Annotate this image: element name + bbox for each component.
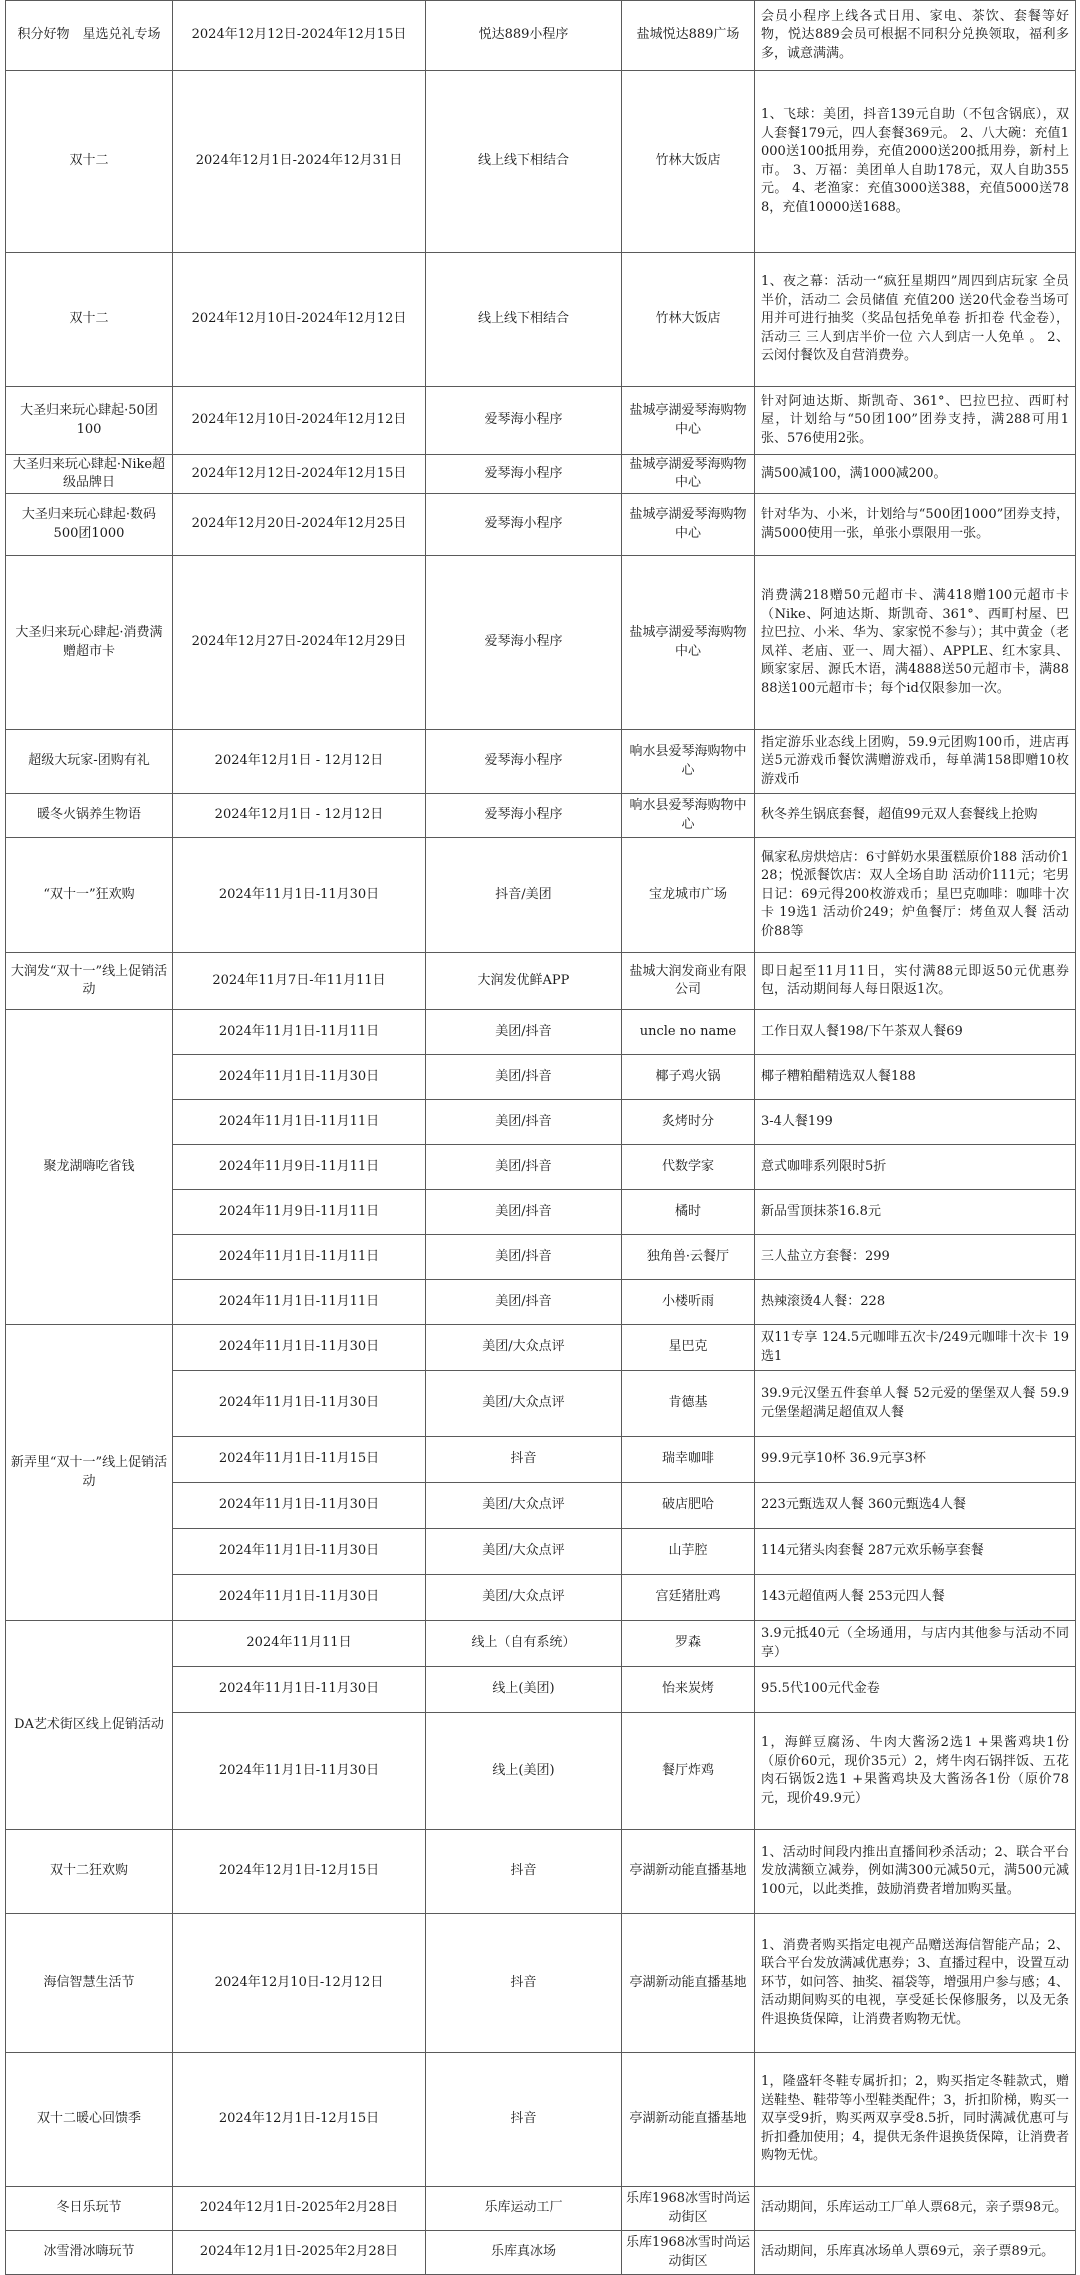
event-date: 2024年11月1日-11月30日 [173, 1667, 426, 1713]
event-channel: 美团/抖音 [426, 1055, 622, 1100]
event-channel: 美团/抖音 [426, 1280, 622, 1325]
event-name: DA艺术街区线上促销活动 [6, 1621, 173, 1830]
event-channel: 美团/抖音 [426, 1190, 622, 1235]
table-row [6, 1621, 1076, 1667]
table-row [6, 556, 1076, 730]
event-content: 1，隆盛轩冬鞋专属折扣；2，购买指定冬鞋款式，赠送鞋垫、鞋带等小型鞋类配件；3，折扣阶梯，购买一双享受9折，购买两双享受8.5折，同时满减优惠可与折扣叠加使用；4，提供无条件退换货保障，让消费者购物无忧。 [755, 2053, 1076, 2187]
event-content: 114元猪头肉套餐 287元欢乐畅享套餐 [755, 1529, 1076, 1575]
event-date: 2024年11月7日-年11月11日 [173, 953, 426, 1010]
event-date: 2024年11月1日-11月30日 [173, 1371, 426, 1437]
event-date: 2024年12月1日-12月15日 [173, 1830, 426, 1914]
event-date: 2024年11月1日-11月30日 [173, 1483, 426, 1529]
event-content: 143元超值两人餐 253元四人餐 [755, 1575, 1076, 1621]
event-place: 椰子鸡火锅 [622, 1055, 755, 1100]
event-content: 指定游乐业态线上团购，59.9元团购100币，进店再送5元游戏币餐饮满赠游戏币，每单满158即赠10枚游戏币 [755, 730, 1076, 794]
event-place: 盐城亭湖爱琴海购物中心 [622, 455, 755, 494]
event-channel: 抖音 [426, 1914, 622, 2053]
table-row [6, 2053, 1076, 2187]
event-place: 响水县爱琴海购物中心 [622, 730, 755, 794]
event-content: 1、夜之幕：活动一“疯狂星期四”周四到店玩家 全员半价，活动二 会员储值 充值200 送20代金卷当场可用并可进行抽奖（奖品包括免单卷 折扣卷 代金卷），活动三 三人到店半价一位 六人到店一人免单 。 2、云闵付餐饮及自营消费券。 [755, 253, 1076, 387]
event-channel: 抖音 [426, 1830, 622, 1914]
table-row [6, 794, 1076, 838]
event-name: 双十二狂欢购 [6, 1830, 173, 1914]
event-name: 双十二 [6, 253, 173, 387]
event-content: 满500减100，满1000减200。 [755, 455, 1076, 494]
event-date: 2024年11月1日-11月11日 [173, 1100, 426, 1145]
event-content: 消费满218赠50元超市卡、满418赠100元超市卡（Nike、阿迪达斯、斯凯奇、361°、西町村屋、巴拉巴拉、小米、华为、家家悦不参与）；其中黄金（老凤祥、老庙、亚一、周大福）、APPLE、红木家具、顾家家居、源氏木语，满4888送50元超市卡，满8888送100元超市卡；每个id仅限参加一次。 [755, 556, 1076, 730]
event-place: 亭湖新动能直播基地 [622, 2053, 755, 2187]
event-date: 2024年12月1日 - 12月12日 [173, 794, 426, 838]
event-date: 2024年11月11日 [173, 1621, 426, 1667]
event-place: 瑞幸咖啡 [622, 1437, 755, 1483]
event-channel: 美团/大众点评 [426, 1325, 622, 1371]
event-date: 2024年11月1日-11月11日 [173, 1235, 426, 1280]
event-date: 2024年12月27日-2024年12月29日 [173, 556, 426, 730]
event-channel: 抖音 [426, 1437, 622, 1483]
event-place: 炙烤时分 [622, 1100, 755, 1145]
event-name: 超级大玩家-团购有礼 [6, 730, 173, 794]
event-channel: 爱琴海小程序 [426, 730, 622, 794]
event-place: 罗森 [622, 1621, 755, 1667]
event-place: uncle no name [622, 1010, 755, 1055]
event-content: 针对阿迪达斯、斯凯奇、361°、巴拉巴拉、西町村屋，计划给与“50团100”团券支持，满288可用1张、576使用2张。 [755, 387, 1076, 455]
event-place: 盐城大润发商业有限公司 [622, 953, 755, 1010]
event-date: 2024年11月1日-11月30日 [173, 1529, 426, 1575]
event-date: 2024年11月9日-11月11日 [173, 1190, 426, 1235]
event-date: 2024年12月20日-2024年12月25日 [173, 494, 426, 556]
event-place: 盐城亭湖爱琴海购物中心 [622, 387, 755, 455]
event-content: 即日起至11月11日，实付满88元即返50元优惠券包，活动期间每人每日限返1次。 [755, 953, 1076, 1010]
table-row [6, 2231, 1076, 2275]
event-name: 大圣归来玩心肆起·50团100 [6, 387, 173, 455]
event-date: 2024年11月1日-11月30日 [173, 838, 426, 953]
event-name: 积分好物 星选兑礼专场 [6, 1, 173, 71]
event-date: 2024年11月1日-11月30日 [173, 1325, 426, 1371]
event-content: 95.5代100元代金卷 [755, 1667, 1076, 1713]
event-name: 大圣归来玩心肆起·消费满赠超市卡 [6, 556, 173, 730]
table-row [6, 2187, 1076, 2231]
table-row [6, 1914, 1076, 2053]
event-channel: 悦达889小程序 [426, 1, 622, 71]
event-content: 针对华为、小米，计划给与“500团1000”团券支持，满5000使用一张，单张小票限用一张。 [755, 494, 1076, 556]
event-place: 亭湖新动能直播基地 [622, 1830, 755, 1914]
event-content: 三人盐立方套餐：299 [755, 1235, 1076, 1280]
event-channel: 抖音/美团 [426, 838, 622, 953]
event-content: 佩家私房烘焙店：6寸鲜奶水果蛋糕原价188 活动价128；悦派餐饮店：双人全场自助 活动价111元；宅男日记：69元得200枚游戏币；星巴克咖啡：咖啡十次卡 19选1 活动价249；炉鱼餐厅：烤鱼双人餐 活动价88等 [755, 838, 1076, 953]
event-content: 39.9元汉堡五件套单人餐 52元爱的堡堡双人餐 59.9元堡堡超满足超值双人餐 [755, 1371, 1076, 1437]
event-channel: 线上线下相结合 [426, 71, 622, 253]
event-date: 2024年12月10日-2024年12月12日 [173, 253, 426, 387]
table-row [6, 387, 1076, 455]
table-row [6, 71, 1076, 253]
event-date: 2024年11月1日-11月11日 [173, 1010, 426, 1055]
event-channel: 线上（自有系统） [426, 1621, 622, 1667]
event-place: 小楼听雨 [622, 1280, 755, 1325]
event-place: 竹林大饭店 [622, 71, 755, 253]
event-place: 怡来炭烤 [622, 1667, 755, 1713]
event-content: 活动期间，乐库真冰场单人票69元，亲子票89元。 [755, 2231, 1076, 2275]
event-date: 2024年12月1日-12月15日 [173, 2053, 426, 2187]
event-date: 2024年11月9日-11月11日 [173, 1145, 426, 1190]
event-content: 1、飞球：美团，抖音139元自助（不包含锅底），双人套餐179元，四人套餐369元。 2、八大碗：充值1000送100抵用券，充值2000送200抵用券，新村上市。 3、万福：美团单人自助178元，双人自助355元。 4、老渔家：充值3000送388，充值5000送788，充值10000送1688。 [755, 71, 1076, 253]
table-row [6, 455, 1076, 494]
event-channel: 美团/大众点评 [426, 1529, 622, 1575]
event-date: 2024年12月10日-2024年12月12日 [173, 387, 426, 455]
event-date: 2024年11月1日-11月30日 [173, 1713, 426, 1830]
event-content: 意式咖啡系列限时5折 [755, 1145, 1076, 1190]
event-place: 橘时 [622, 1190, 755, 1235]
event-content: 新品雪顶抹茶16.8元 [755, 1190, 1076, 1235]
event-content: 223元甄选双人餐 360元甄选4人餐 [755, 1483, 1076, 1529]
event-name: 双十二 [6, 71, 173, 253]
event-channel: 美团/抖音 [426, 1235, 622, 1280]
table-row [6, 1830, 1076, 1914]
table-row [6, 730, 1076, 794]
event-channel: 线上线下相结合 [426, 253, 622, 387]
event-date: 2024年12月12日-2024年12月15日 [173, 1, 426, 71]
event-place: 星巴克 [622, 1325, 755, 1371]
event-channel: 乐库运动工厂 [426, 2187, 622, 2231]
event-channel: 乐库真冰场 [426, 2231, 622, 2275]
event-date: 2024年12月12日-2024年12月15日 [173, 455, 426, 494]
event-date: 2024年11月1日-11月11日 [173, 1280, 426, 1325]
event-place: 乐库1968冰雪时尚运动街区 [622, 2231, 755, 2275]
event-place: 亭湖新动能直播基地 [622, 1914, 755, 2053]
event-place: 乐库1968冰雪时尚运动街区 [622, 2187, 755, 2231]
event-channel: 爱琴海小程序 [426, 455, 622, 494]
event-content: 秋冬养生锅底套餐，超值99元双人套餐线上抢购 [755, 794, 1076, 838]
event-place: 餐厅炸鸡 [622, 1713, 755, 1830]
event-place: 响水县爱琴海购物中心 [622, 794, 755, 838]
event-channel: 大润发优鲜APP [426, 953, 622, 1010]
event-channel: 美团/抖音 [426, 1100, 622, 1145]
event-channel: 抖音 [426, 2053, 622, 2187]
event-channel: 美团/大众点评 [426, 1575, 622, 1621]
event-name: 海信智慧生活节 [6, 1914, 173, 2053]
event-place: 宫廷猪肚鸡 [622, 1575, 755, 1621]
event-content: 热辣滚烫4人餐：228 [755, 1280, 1076, 1325]
event-name: “双十一”狂欢购 [6, 838, 173, 953]
event-place: 盐城悦达889广场 [622, 1, 755, 71]
event-place: 肯德基 [622, 1371, 755, 1437]
event-channel: 美团/抖音 [426, 1145, 622, 1190]
event-place: 独角兽·云餐厅 [622, 1235, 755, 1280]
event-content: 双11专享 124.5元咖啡五次卡/249元咖啡十次卡 19选1 [755, 1325, 1076, 1371]
event-channel: 美团/大众点评 [426, 1483, 622, 1529]
event-content: 1，海鲜豆腐汤、牛肉大酱汤2选1 +果酱鸡块1份（原价60元，现价35元）2，烤牛肉石锅拌饭、五花肉石锅饭2选1 +果酱鸡块及大酱汤各1份（原价78元，现价49.9元） [755, 1713, 1076, 1830]
event-channel: 美团/大众点评 [426, 1371, 622, 1437]
event-content: 1、活动时间段内推出直播间秒杀活动；2、联合平台发放满额立减券，例如满300元减50元，满500元减100元，以此类推，鼓励消费者增加购买量。 [755, 1830, 1076, 1914]
event-place: 盐城亭湖爱琴海购物中心 [622, 556, 755, 730]
event-name: 暖冬火锅养生物语 [6, 794, 173, 838]
event-place: 盐城亭湖爱琴海购物中心 [622, 494, 755, 556]
event-date: 2024年12月1日 - 12月12日 [173, 730, 426, 794]
event-content: 3.9元抵40元（全场通用，与店内其他参与活动不同享） [755, 1621, 1076, 1667]
event-name: 聚龙湖嗨吃省钱 [6, 1010, 173, 1325]
table-row [6, 1, 1076, 71]
event-channel: 线上(美团) [426, 1713, 622, 1830]
table-row [6, 953, 1076, 1010]
table-row [6, 1010, 1076, 1055]
table-row [6, 1325, 1076, 1371]
event-date: 2024年11月1日-11月30日 [173, 1575, 426, 1621]
event-name: 大润发“双十一”线上促销活动 [6, 953, 173, 1010]
event-place: 山芋腔 [622, 1529, 755, 1575]
table-row [6, 838, 1076, 953]
event-content: 99.9元享10杯 36.9元享3杯 [755, 1437, 1076, 1483]
event-date: 2024年12月10日-12月12日 [173, 1914, 426, 2053]
event-place: 破店肥哈 [622, 1483, 755, 1529]
event-channel: 爱琴海小程序 [426, 556, 622, 730]
event-content: 工作日双人餐198/下午茶双人餐69 [755, 1010, 1076, 1055]
event-channel: 线上(美团) [426, 1667, 622, 1713]
promotion-table [5, 0, 1076, 2275]
event-date: 2024年11月1日-11月15日 [173, 1437, 426, 1483]
event-content: 1、消费者购买指定电视产品赠送海信智能产品；2、联合平台发放满减优惠券；3、直播过程中，设置互动环节，如问答、抽奖、福袋等，增强用户参与感；4、活动期间购买的电视，享受延长保修服务，以及无条件退换货保障，让消费者购物无忧。 [755, 1914, 1076, 2053]
event-channel: 爱琴海小程序 [426, 794, 622, 838]
event-channel: 爱琴海小程序 [426, 387, 622, 455]
event-place: 竹林大饭店 [622, 253, 755, 387]
event-date: 2024年12月1日-2025年2月28日 [173, 2187, 426, 2231]
event-name: 冰雪滑冰嗨玩节 [6, 2231, 173, 2275]
event-name: 冬日乐玩节 [6, 2187, 173, 2231]
event-name: 大圣归来玩心肆起·数码500团1000 [6, 494, 173, 556]
event-content: 活动期间，乐库运动工厂单人票68元，亲子票98元。 [755, 2187, 1076, 2231]
event-name: 大圣归来玩心肆起·Nike超级品牌日 [6, 455, 173, 494]
event-date: 2024年12月1日-2024年12月31日 [173, 71, 426, 253]
event-name: 新弄里“双十一”线上促销活动 [6, 1325, 173, 1621]
event-place: 代数学家 [622, 1145, 755, 1190]
event-content: 会员小程序上线各式日用、家电、茶饮、套餐等好物，悦达889会员可根据不同积分兑换领取，福利多多，诚意满满。 [755, 1, 1076, 71]
event-content: 椰子糟粕醋精选双人餐188 [755, 1055, 1076, 1100]
event-channel: 美团/抖音 [426, 1010, 622, 1055]
event-name: 双十二暖心回馈季 [6, 2053, 173, 2187]
event-content: 3-4人餐199 [755, 1100, 1076, 1145]
event-date: 2024年11月1日-11月30日 [173, 1055, 426, 1100]
event-place: 宝龙城市广场 [622, 838, 755, 953]
event-channel: 爱琴海小程序 [426, 494, 622, 556]
table-row [6, 494, 1076, 556]
table-row [6, 253, 1076, 387]
event-date: 2024年12月1日-2025年2月28日 [173, 2231, 426, 2275]
